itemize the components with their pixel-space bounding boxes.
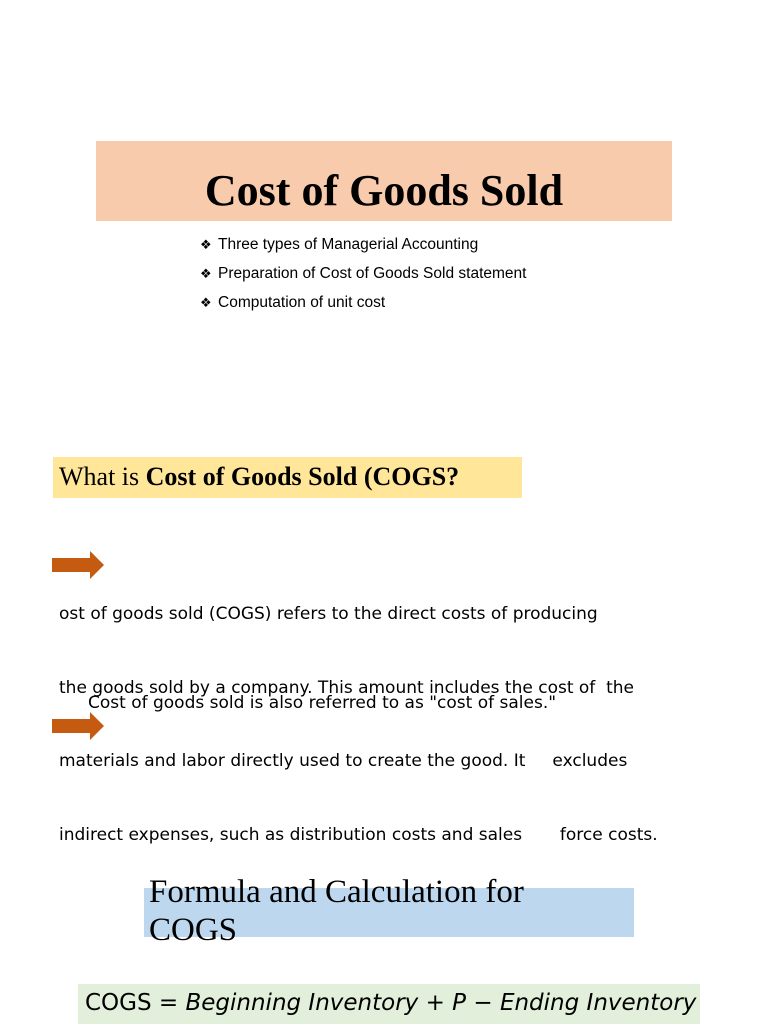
right-arrow-icon [52,551,104,579]
diamond-bullet-icon: ❖ [200,296,212,311]
list-item-label: Preparation of Cost of Goods Sold statement [218,265,527,282]
right-arrow-icon [52,712,104,740]
cogs-equation [85,986,696,1020]
list-item [200,291,526,320]
definition-line: the goods sold by a company. This amount includes the cost of the [59,677,634,698]
question-bold: Cost of Goods Sold (COGS? [145,462,460,491]
definition-line: indirect expenses, such as distribution costs and sales force costs. [59,824,658,845]
question-heading [59,460,459,494]
list-item-label: Three types of Managerial Accounting [218,236,479,253]
list-item [200,262,526,291]
equation-rhs: Beginning Inventory + P − Ending Inventory [185,990,697,1016]
page-title: Cost of Goods Sold [204,166,564,215]
formula-heading-line: COGS [149,912,238,948]
formula-heading [149,873,589,949]
list-item [200,233,526,262]
also-known-text: Cost of goods sold is also referred to as "cost of sales." [88,693,557,713]
formula-heading-line: Formula and Calculation for [149,874,524,910]
list-item-label: Computation of unit cost [218,294,386,311]
diamond-bullet-icon: ❖ [200,238,212,253]
question-prefix: What is [59,462,146,491]
equation-lhs: COGS = [85,990,186,1016]
definition-line: ost of goods sold (COGS) refers to the direct costs of producing [59,604,598,624]
definition-line: materials and labor directly used to create the good. It excludes [59,751,628,771]
diamond-bullet-icon: ❖ [200,267,212,282]
topic-list [200,233,526,320]
